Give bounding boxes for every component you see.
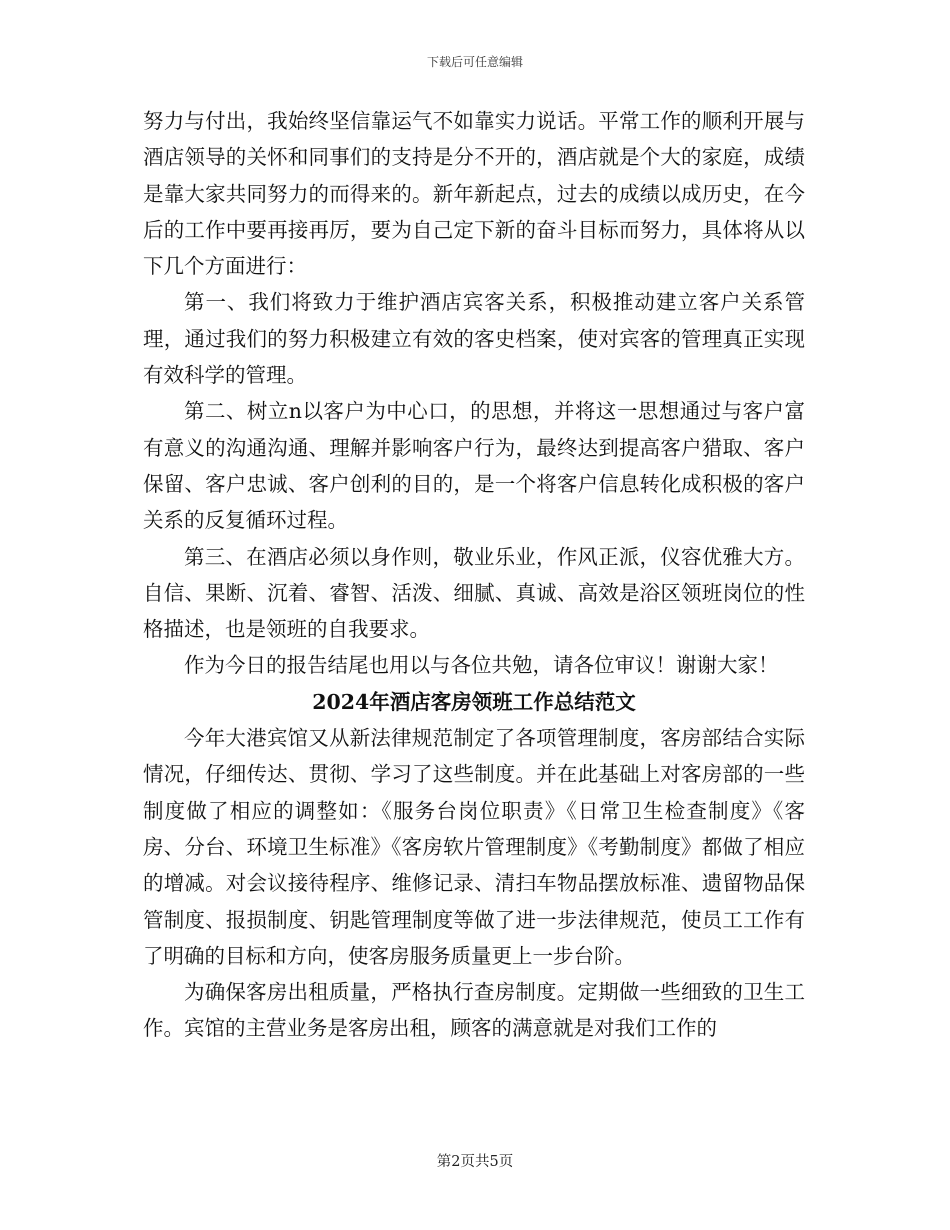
paragraph-point-one: 第一、我们将致力于维护酒店宾客关系，积极推动建立客户关系管理，通过我们的努力积极建立有效的客史档案，使对宾客的管理真正实现有效科学的管理。 [143, 290, 805, 388]
paragraph-point-two: 第二、树立n以客户为中心口，的思想，并将这一思想通过与客户富有意义的沟通沟通、理解并影响客户行为，最终达到提高客户猎取、客户保留、客户忠诚、客户创利的目的，是一个将客户信息转化成积极的客户关系的反复循环过程。 [143, 399, 805, 533]
section-title: 2024年酒店客房领班工作总结范文 [312, 689, 636, 714]
paragraph-continuation: 努力与付出，我始终坚信靠运气不如靠实力说话。平常工作的顺利开展与酒店领导的关怀和同事们的支持是分不开的，酒店就是个大的家庭，成绩是靠大家共同努力的而得来的。新年新起点，过去的成绩以成历史，在今后的工作中要再接再厉，要为自己定下新的奋斗目标而努力，具体将从以下几个方面进行： [143, 109, 805, 279]
paragraph-point-three: 第三、在酒店必须以身作则，敬业乐业，作风正派，仪容优雅大方。自信、果断、沉着、睿智、活泼、细腻、真诚、高效是浴区领班岗位的性格描述，也是领班的自我要求。 [143, 544, 805, 642]
page-number-footer: 第2页共5页 [436, 1154, 514, 1170]
page-header-note: 下载后可任意编辑 [426, 55, 523, 69]
paragraph-closing: 作为今日的报告结尾也用以与各位共勉，请各位审议！谢谢大家！ [184, 653, 779, 678]
paragraph-section-intro: 今年大港宾馆又从新法律规范制定了各项管理制度，客房部结合实际情况，仔细传达、贯彻、学习了这些制度。并在此基础上对客房部的一些制度做了相应的调整如：《服务台岗位职责》《日常卫生检查制度》《客房、分台、环境卫生标准》《客房软片管理制度》《考勤制度》都做了相应的增减。对会议接待程序、维修记录、清扫车物品摆放标准、遗留物品保管制度、报损制度、钥匙管理制度等做了进一步法律规范，使员工工作有了明确的目标和方向，使客房服务质量更上一步台阶。 [143, 726, 805, 968]
document-body [143, 103, 805, 1047]
paragraph-section-quality: 为确保客房出租质量，严格执行查房制度。定期做一些细致的卫生工作。宾馆的主营业务是客房出租，顾客的满意就是对我们工作的 [143, 980, 805, 1041]
